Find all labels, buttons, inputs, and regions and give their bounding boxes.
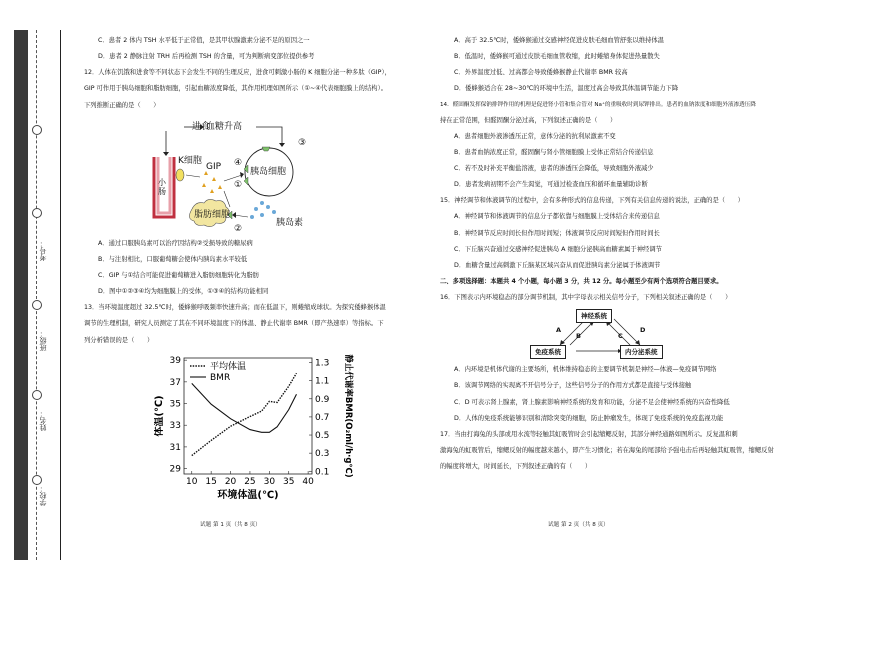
y2-tick-label: 0.3 (315, 448, 330, 459)
signal-c-label: C (618, 332, 623, 341)
q11-option-d: D．患者 2 静脉注射 TRH 后再检测 TSH 的含量，可为判断病变部位提供参考 (98, 53, 315, 61)
q16-option-b: B．该调节网络的实现离不开信号分子，这些信号分子的作用方式都是直接与受体接触 (454, 382, 692, 390)
signal-d-label: D (640, 326, 646, 335)
nervous-system-box: 神经系统 (576, 309, 612, 323)
q13-stem-2: 调节的生理机制，研究人员测定了其在不同环境温度下的体温、静止代谢率 BMR（即产热速率）等指标。下 (84, 320, 384, 328)
y-tick-label: 37 (169, 377, 181, 388)
q16-stem: 16．下图表示内环境稳态的部分调节机制，其中字母表示相关信号分子，下列相关叙述正确的是（ ） (440, 294, 732, 302)
q15-option-b: B．神经调节反应时间长但作用时间短；体液调节反应时间短但作用时间长 (454, 229, 660, 237)
y2-tick-label: 1.3 (315, 358, 330, 369)
q13-option-c: C．外界温度过低、过高都会导致倭蜂猴静止代谢率 BMR 较高 (454, 69, 628, 77)
insulin-label: 胰岛素 (276, 217, 304, 228)
chart-svg (154, 352, 354, 504)
q14-option-d: D．患者发病初期不会产生渴觉，可通过检查血压和循环血量辅助诊断 (454, 181, 648, 189)
legend-label-1: BMR (210, 372, 231, 383)
islet-cell-label: 胰岛细胞 (250, 166, 287, 177)
y2-tick-label: 0.5 (315, 430, 330, 441)
blood-sugar-rise-label: 血糖升高 (206, 121, 243, 132)
marker-3: ③ (298, 137, 307, 148)
y-tick-label: 39 (169, 355, 181, 366)
binding-hole-5 (32, 475, 42, 485)
q15-option-c: C．下丘脑兴奋通过交感神经促进胰岛 A 细胞分泌胰高血糖素属于神经调节 (454, 245, 662, 253)
marker-1: ① (234, 179, 243, 190)
binding-hole-1 (32, 125, 42, 135)
q14-option-c: C．若不及时补充平衡盐溶液，患者的渗透压会降低，导致细胞外液减少 (454, 165, 654, 173)
x-tick-label: 35 (283, 476, 295, 487)
intestine-label: 小肠 (158, 177, 166, 196)
q13-option-d: D．倭蜂猴适合在 28~30℃的环境中生活，温度过高会导致其体温调节能力下降 (454, 85, 679, 93)
binding-solid-line (60, 30, 61, 560)
immune-system-box: 免疫系统 (530, 345, 566, 359)
q12-stem-1: 12．人体在饥饿和进食等不同状态下会发生不同的生理反应，进食可刺激小肠的 K 细胞分泌一种多肽（GIP）， (84, 69, 391, 77)
signal-a-label: A (556, 326, 562, 335)
eat-label: 进食 (192, 121, 211, 132)
y2-tick-label: 0.1 (315, 466, 330, 477)
exam-number-label: 考号： (39, 240, 47, 261)
q13-stem-1: 13．当环境温度超过 32.5℃时，倭蜂猴呼吸频率快速升高；而在低温下，则蜷缩成球状。为探究倭蜂猴体温 (84, 304, 386, 312)
y-tick-label: 35 (169, 399, 181, 410)
regulation-network-diagram (530, 309, 670, 361)
y-tick-label: 29 (169, 464, 181, 475)
binding-hole-2 (32, 208, 42, 218)
q12-option-a: A．通过口服胰岛素可以治疗因结构②受损导致的糖尿病 (98, 239, 253, 247)
q16-option-a: A．内环境是机体代谢的主要场所，机体维持稳态的主要调节机制是神经—体液—免疫调节网络 (454, 366, 717, 374)
q15-stem: 15．神经调节和体液调节的过程中，会有多种形式的信息传递，下列有关信息传递的说法，正确的是（ ） (440, 197, 744, 205)
x-tick-label: 30 (263, 476, 276, 487)
name-label: 姓名： (39, 410, 47, 431)
q12-option-b: B．与注射相比，口服葡萄糖会使体内胰岛素水平较低 (98, 255, 248, 263)
y2-tick-label: 0.7 (315, 412, 330, 423)
temperature-bmr-chart (154, 352, 354, 504)
q14-stem-2: 持在正常范围，但醛固酮分泌过高，下列叙述正确的是（ ） (440, 116, 617, 124)
q12-option-d: D．图中①②③④均为细胞膜上的受体，①③④的结构功能相同 (98, 288, 269, 296)
school-label: 学校： (39, 485, 47, 506)
q17-stem-2: 激海兔的虹吸管后，缩鳃反射的幅度越来越小，即产生习惯化；若在海兔的尾部给予强电击后再轻触其虹吸管，缩鳃反射 (440, 447, 774, 454)
y2-tick-label: 1.1 (315, 376, 330, 387)
y2-axis-label: 静止代谢率BMR(O₂ml/h·g℃) (343, 354, 353, 478)
plot-frame (184, 358, 312, 474)
q14-stem-1: 14．醛固酮发挥保钠排钾作用的机理是促进肾小管和集合管对 Na⁺的重吸收时到尿钾排出。患者的血钠浓度和细胞外液渗透压降 (440, 101, 756, 108)
q14-option-b: B．患者血钠浓度正常，醛固酮与肾小管细胞膜上受体正常结合传递信息 (454, 148, 654, 156)
x-tick-label: 20 (224, 476, 237, 487)
marker-2: ② (234, 223, 243, 234)
y-tick-label: 33 (169, 420, 181, 431)
binding-hole-4 (32, 390, 42, 400)
marker-4: ④ (234, 157, 243, 168)
q13-option-a: A．高于 32.5℃时，倭蜂猴通过交感神经促进皮肤毛细血管舒张以维持体温 (454, 37, 665, 44)
q17-stem-1: 17．当由打海兔的头部或用水流等轻触其虹吸管时会引起缩鳃反射，其部分神经通路如图所示。反复温和刺 (440, 430, 738, 438)
x-tick-label: 40 (302, 476, 314, 487)
q17-stem-3: 的幅度将增大，时间延长，下列叙述正确的有（ ） (440, 463, 592, 471)
x-tick-label: 25 (244, 476, 256, 487)
q15-option-a: A．神经调节和体液调节的信息分子都依靠与细胞膜上受体结合来传递信息 (454, 213, 660, 221)
series-line-1 (192, 383, 297, 432)
left-column (84, 36, 424, 506)
class-label: 班级： (39, 330, 47, 351)
fat-cell-label: 脂肪细胞 (194, 209, 231, 220)
y2-tick-label: 0.9 (315, 394, 330, 405)
q16-option-c: C．D 可表示肾上腺素，肾上腺素影响神经系统的发育和功能，分泌不足会使神经系统的兴奋性降低 (454, 398, 730, 406)
endocrine-system-box: 内分泌系统 (620, 345, 663, 359)
binding-bar (14, 30, 28, 560)
binding-strip (8, 30, 68, 560)
legend-label-0: 平均体温 (210, 361, 247, 372)
series-line-0 (192, 373, 297, 455)
q11-option-c: C．患者 2 体内 TSH 水平低于正常值，是其甲状腺激素分泌不足的原因之一 (98, 37, 310, 44)
y-axis-label: 体温(℃) (154, 395, 165, 437)
q13-stem-3: 列分析错误的是（ ） (84, 336, 154, 344)
q12-option-c: C．GIP 与①结合可能促进葡萄糖进入脂肪细胞转化为脂肪 (98, 271, 260, 279)
x-axis-label: 环境体温(℃) (217, 489, 279, 501)
signal-b-label: B (576, 332, 581, 341)
page-footer-right: 试题 第 2 页（共 8 页） (548, 522, 609, 528)
q16-option-d: D．人体的免疫系统能够识别和清除突变的细胞，防止肿瘤发生，体现了免疫系统的免疫监视功能 (454, 414, 724, 422)
right-column (440, 36, 780, 478)
q12-stem-3: 下列推断正确的是（ ） (84, 101, 160, 109)
q14-option-a: A．患者细胞外液渗透压正常，意体分泌的抗利尿激素不变 (454, 132, 616, 140)
k-cell-label: K细胞 (178, 155, 202, 166)
gip-mechanism-diagram (144, 117, 314, 235)
gip-label: GIP (206, 161, 222, 172)
x-tick-label: 10 (186, 476, 198, 487)
section-2-heading: 二、多项选择题：本题共 4 个小题，每小题 3 分，共 12 分。每小题至少有两个选项符合题目要求。 (440, 278, 723, 286)
page-footer-left: 试题 第 1 页（共 8 页） (200, 522, 261, 528)
y-tick-label: 31 (169, 442, 181, 453)
q13-option-b: B．低温时，倭蜂猴可通过皮肤毛细血管收缩，此时蜷缩身体促进热量散失 (454, 53, 660, 61)
q12-stem-2: GIP 可作用于胰岛细胞和脂肪细胞，引起血糖浓度降低，其作用机理如图所示（①~④代表细胞膜上的结构）。 (84, 85, 388, 93)
x-tick-label: 15 (205, 476, 217, 487)
binding-hole-3 (32, 300, 42, 310)
q15-option-d: D．血糖含量过高刺激下丘脑某区域兴奋从而促进胰岛素分泌属于体液调节 (454, 261, 661, 269)
